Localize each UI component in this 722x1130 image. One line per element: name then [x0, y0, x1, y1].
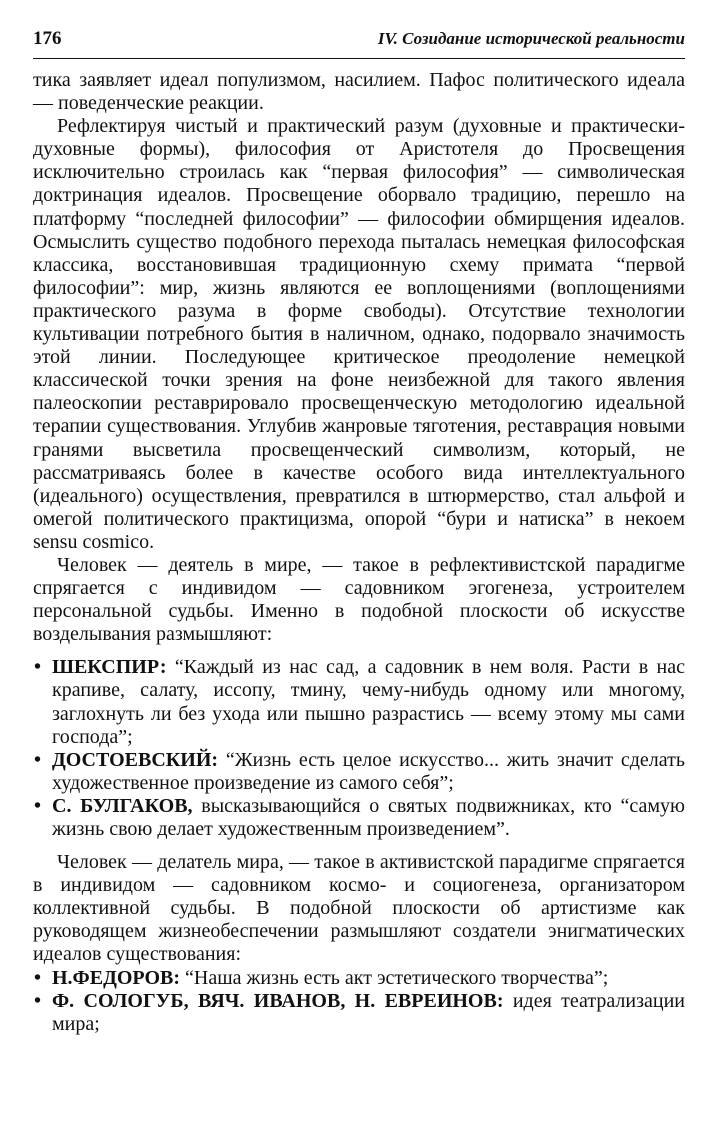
- list-item: [33, 795, 685, 841]
- quote-text: “Жизнь есть целое искусство... жить значит сделать художественное произведение из самого себя”;: [52, 748, 685, 794]
- author-name: Ф. СОЛОГУБ, ВЯЧ. ИВАНОВ, Н. ЕВРЕИНОВ:: [52, 989, 504, 1012]
- list-item: [33, 967, 685, 990]
- author-name: ШЕКСПИР:: [52, 656, 167, 679]
- bullet-icon: •: [34, 748, 42, 771]
- bullet-icon: •: [34, 794, 42, 817]
- running-header: [33, 28, 685, 59]
- author-name: ДОСТОЕВСКИЙ:: [52, 748, 219, 771]
- paragraph-continuation: тика заявляет идеал популизмом, насилием. Пафос политического идеала — поведенческие реакции.: [33, 69, 685, 115]
- quote-text: идея театрализации мира;: [52, 989, 685, 1035]
- quote-list-reflectivist: [33, 656, 685, 841]
- paragraph-reflectivist: Человек — деятель в мире, — такое в рефлективистской парадигме спрягается с индивидом — садовником эгогенеза, устроителем персональной судьбы. Именно в подобной плоскости об искусстве возделывания размышляют:: [33, 553, 685, 646]
- author-name: С. БУЛГАКОВ,: [52, 794, 193, 817]
- paragraph-enlightenment: Рефлектируя чистый и практический разум (духовные и практически-духовные формы), философия от Аристотеля до Просвещения исключительно строилась как “первая философия” — символическая доктринация идеалов. Просвещение оборвало традицию, перешло на платформу “последней философии” — философии обмирщения идеалов. Осмыслить существо подобного перехода пыталась немецкая философская классика, восстановившая традиционную схему примата “первой философии”: мир, жизнь являются ее воплощениями (воплощениями практического разума в форме свободы). Отсутствие технологии культивации потребного бытия в наличном, однако, подорвало значимость этой линии. Последующее критическое преодоление немецкой классической точки зрения на фоне неизбежной для такого явления палеоскопии реставрировало просвещенческую методологию идеальной терапии существования. Углубив жанровые тяготения, реставрация новыми гранями высветила просвещенческий символизм, который, не рассматриваясь более в качестве особого вида интеллектуального (идеального) осуществления, превратился в штюрмерство, стал альфой и омегой политического практицизма, опорой “бури и натиска” в некоем sensu cosmico.: [33, 115, 685, 553]
- quote-list-activist: [33, 967, 685, 1036]
- paragraph-activist: Человек — делатель мира, — такое в активистской парадигме спрягается в индивидом — садовником космо- и социогенеза, организатором коллективной судьбы. В подобной плоскости об артистизме как руководящем жизнеобеспечении размышляют создатели энигматических идеалов существования:: [33, 851, 685, 966]
- bullet-icon: •: [34, 966, 42, 989]
- author-name: Н.ФЕДОРОВ:: [52, 966, 181, 989]
- bullet-icon: •: [34, 989, 42, 1012]
- running-title: IV. Созидание исторической реальности: [377, 29, 685, 48]
- quote-text: “Каждый из нас сад, а садовник в нем воля. Расти в нас крапиве, салату, иссопу, тмину, чему-нибудь одному или многому, заглохнуть ли без ухода или пышно разрастись — всему этому мы сами господа”;: [52, 656, 685, 748]
- quote-text: высказывающийся о святых подвижниках, кто “самую жизнь свою делает художественным произведением”.: [52, 794, 685, 840]
- list-item: [33, 749, 685, 795]
- book-page: [33, 28, 685, 1036]
- page-number: 176: [33, 28, 62, 49]
- list-item: [33, 656, 685, 748]
- bullet-icon: •: [34, 656, 42, 679]
- list-item: [33, 990, 685, 1036]
- page-body: [33, 69, 685, 1036]
- quote-text: “Наша жизнь есть акт эстетического творчества”;: [180, 966, 609, 989]
